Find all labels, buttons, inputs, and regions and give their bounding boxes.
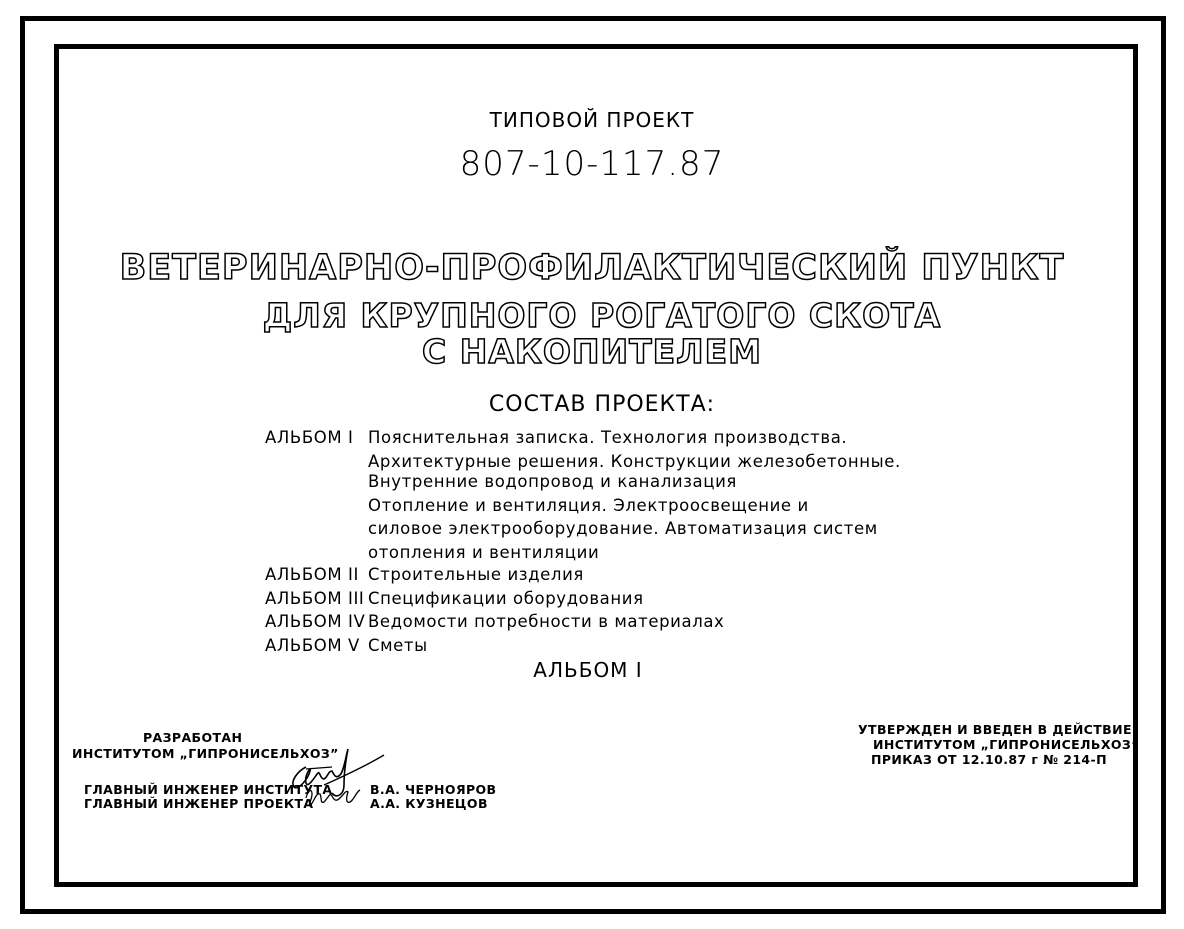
album-line: Внутренние водопровод и канализация	[368, 472, 737, 491]
title-line-1: ВЕТЕРИНАРНО-ПРОФИЛАКТИЧЕСКИЙ ПУНКТ	[119, 248, 1065, 288]
project-number: 807-10-117.87	[459, 144, 725, 184]
chief-engineer-institute-name: В.А. ЧЕРНОЯРОВ	[370, 782, 497, 797]
album-line: Архитектурные решения. Конструкции железобетонные.	[368, 452, 901, 471]
album-line: Ведомости потребности в материалах	[368, 612, 725, 631]
chief-engineer-project-label: ГЛАВНЫЙ ИНЖЕНЕР ПРОЕКТА	[84, 796, 314, 811]
album-line: отопления и вентиляции	[368, 543, 600, 562]
album-label: АЛЬБОМ IV	[265, 612, 366, 631]
album-line: Сметы	[368, 636, 428, 655]
album-line: Строительные изделия	[368, 565, 584, 584]
album-line: Спецификации оборудования	[368, 589, 644, 608]
approval-line-3: ПРИКАЗ ОТ 12.10.87 г № 214-П	[871, 752, 1107, 767]
composition-heading: СОСТАВ ПРОЕКТА:	[488, 392, 716, 417]
album-label: АЛЬБОМ I	[265, 428, 354, 447]
current-album: АЛЬБОМ I	[533, 658, 643, 682]
title-line-2: ДЛЯ КРУПНОГО РОГАТОГО СКОТА	[262, 296, 942, 335]
title-line-3: С НАКОПИТЕЛЕМ	[422, 332, 762, 371]
album-label: АЛЬБОМ III	[265, 589, 365, 608]
album-label: АЛЬБОМ V	[265, 636, 360, 655]
album-line: Пояснительная записка. Технология производства.	[368, 428, 848, 447]
chief-engineer-institute-label: ГЛАВНЫЙ ИНЖЕНЕР ИНСТИТУТА	[84, 782, 333, 797]
album-label: АЛЬБОМ II	[265, 565, 359, 584]
chief-engineer-project-name: А.А. КУЗНЕЦОВ	[370, 796, 488, 811]
type-label: ТИПОВОЙ ПРОЕКТ	[489, 108, 695, 132]
album-line: Отопление и вентиляция. Электроосвещение и	[368, 496, 809, 515]
signature-icon	[300, 782, 362, 810]
album-line: силовое электрооборудование. Автоматизация систем	[368, 519, 878, 538]
approval-line-1: УТВЕРЖДЕН И ВВЕДЕН В ДЕЙСТВИЕ	[858, 722, 1132, 737]
developer-line-2: ИНСТИТУТОМ „ГИПРОНИСЕЛЬХОЗ”	[72, 746, 339, 761]
developer-line-1: РАЗРАБОТАН	[143, 730, 243, 745]
approval-line-2: ИНСТИТУТОМ „ГИПРОНИСЕЛЬХОЗ”	[873, 737, 1140, 752]
